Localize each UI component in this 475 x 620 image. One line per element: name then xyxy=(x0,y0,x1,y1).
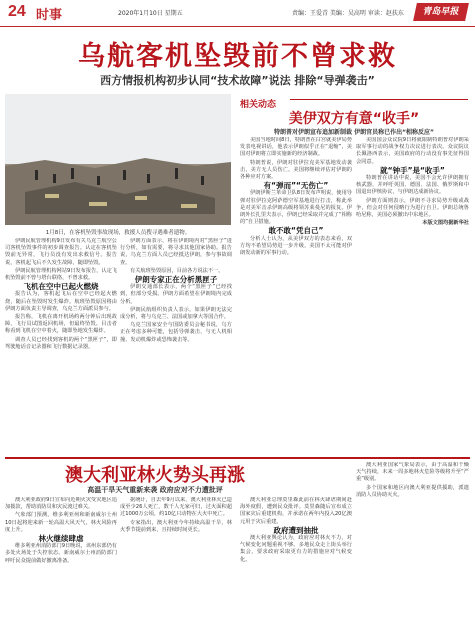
related-subheadline: 特朗普对伊朗宣布追加新制裁 伊朗官员称已作出“相称反应” xyxy=(274,129,434,136)
australia-col3 xyxy=(240,497,352,617)
paragraph: 报告认为，客机起飞后在空中已经起火燃烧，随后在坠毁时发生爆炸。航班坠毁原因将由伊朗方面负责主导调查，乌克兰方面派员参与。 xyxy=(5,291,117,312)
main-subheadline: 西方情报机构初步认同“技术故障”说法 排除“导弹袭击” xyxy=(100,74,375,87)
paragraph: 乌克兰国家安全与国防委员会秘书说，乌方正在考虑多种可能，包括导弹袭击、与无人机相撞、发动机爆炸或恐怖袭击等。 xyxy=(120,322,232,343)
related-col1 xyxy=(240,137,352,455)
section-subhead: 敢不敢“凭自己” xyxy=(268,226,324,236)
paragraph: 美国当地时间8日，特朗普在白宫就美伊局势发表电视讲话，他表示伊朗似乎正在“退缩”，美国对伊朗将立即实施新的经济制裁。 xyxy=(240,137,352,158)
source-signature: 本版文图均据新华社 xyxy=(422,220,469,227)
crash-site-illustration xyxy=(5,94,231,225)
main-headline: 乌航客机坠毁前不曾求救 xyxy=(78,41,397,72)
paragraph: 伊朗方面表示，将在伊朗境内对“黑匣子”进行分析，如有需要，将寻求其他国家协助。报告说，乌克兰方面人员已经抵达伊朗，参与事故调查。 xyxy=(120,238,232,266)
section-divider xyxy=(5,457,470,459)
paragraph: 伊朗伊斯兰革命卫队8日发布声明说，使用导弹对驻伊拉克阿萨德空军基地进行打击，称此举是对美军击杀伊朗高级将领苏莱曼尼的报复。伊朗外长扎里夫表示，伊朗已经采取并完成了“相称的”自卫措施。 xyxy=(240,190,352,226)
paragraph: 澳大利亚舆论认为，政府应对林火不力，对气候变化问题重视不够。多地民众走上街头举行集会，要求政府采取更有力的措施应对气候变化。 xyxy=(240,535,352,563)
editor-credits: 责编：王爱青 美编：吴高明 审读：赵扶东 xyxy=(292,10,404,17)
paragraph: 调查人员已经找到客机的两个“黑匣子”，即驾驶舱话音记录器和飞行数据记录器。 xyxy=(5,336,117,350)
newspaper-logo: 青岛早报 xyxy=(413,3,469,21)
paragraph: 气象部门预测，维多利亚州和新南威尔士州10日起将迎来新一轮高温大风天气，林火风险再度上升。 xyxy=(5,512,117,533)
australia-headline: 澳大利亚林火势头再涨 xyxy=(65,465,245,486)
related-label: 相关动态 xyxy=(240,92,468,106)
paragraph: 伊朗民航管理机构9日发布有关乌克兰航空公司客机坠毁事件的初步调查报告。认定在客机坠毁前无异常，飞行员没有发出求救信号。报告说，客机起飞后不久发生故障，随即坠毁。 xyxy=(5,238,117,266)
paragraph: 特朗普说，伊朗对驻伊拉克美军基地发动袭击，美方无人员伤亡。美国将继续评估对伊朗的各种应对方案。 xyxy=(240,159,352,181)
section-subhead: 飞机在空中已起火燃烧 xyxy=(23,282,99,292)
paragraph: 伊朗交通部长表示，两个“黑匣子”已经找到，但部分受损。伊朗方面希望在伊朗境内完成分析。 xyxy=(120,284,232,305)
australia-col2 xyxy=(120,497,232,617)
section-title: 时事 xyxy=(36,8,63,23)
paragraph: 专家指出，澳大利亚今年持续高温干旱，林火季节提前到来，且持续时间更长。 xyxy=(120,519,232,533)
related-col2 xyxy=(356,137,469,455)
page-header xyxy=(0,0,475,27)
related-headline: 美伊双方有意“收手” xyxy=(288,111,420,127)
section-subhead: 林火继续肆虐 xyxy=(38,534,84,544)
page-number: 24 xyxy=(8,3,26,20)
crash-site-photo xyxy=(5,94,231,225)
paragraph: 分析人士认为，从美伊双方的表态来看，双方均不希望局势进一步升级，美国不太可能对伊朗发动新的军事行动。 xyxy=(240,235,352,257)
paragraph: 澳大利亚政府9日宣布向近期火灾受灾地区追加拨款，帮助消防员和灾民渡过难关。 xyxy=(5,497,117,511)
section-subhead: 伊朗专家正在分析黑匣子 xyxy=(134,275,218,285)
photo-caption: 1月8日，在客机坠毁事故现场，救援人员搜寻遇难者遗物。 xyxy=(45,230,191,236)
paragraph: 多个国家和地区向澳大利亚提供援助，派遣消防人员协助灭火。 xyxy=(356,484,469,498)
paragraph: 维多利亚州消防部门9日晚说，该州东部仍有多处火场处于失控状态。新南威尔士州消防部门呼吁民众提前做好撤离准备。 xyxy=(5,543,117,564)
paragraph: 据统计，自去年9月以来，澳大利亚林火已造成至少26人死亡，数千人无家可归，过火面积超过1000万公顷，约10亿只动物在大火中死亡。 xyxy=(120,497,232,518)
paragraph: 伊朗民航组织负责人表示，如果伊朗无法完成分析，将与乌克兰、法国或加拿大等国合作。 xyxy=(120,306,232,321)
main-article-col2 xyxy=(120,238,232,454)
section-subhead: 有“弹而”“无伤亡” xyxy=(263,181,329,191)
paragraph: 伊朗方面则表示，伊朗不寻求局势升级或战争，但会对任何侵略行为进行自卫。伊朗总统鲁哈尼称，美国必须撤出中东地区。 xyxy=(356,197,469,219)
paragraph: 澳大利亚国家气象局表示，由于高温和干燥天气持续，未来一周多地林火危险等级将升至“严重”级别。 xyxy=(356,462,469,483)
section-subhead: 就“钟手”是“收手” xyxy=(380,165,445,175)
section-subhead: 政府遭到抽批 xyxy=(273,525,319,535)
paragraph: 伊朗民航管理机构网站9日发布报告，认定飞机坠毁前不曾与塔台联络，不曾求救。 xyxy=(5,267,117,282)
australia-col4 xyxy=(356,462,469,617)
paragraph: 报告称，飞机在离开机场约两分钟后出现故障，飞行员试图返回机场，但最终坠毁。目击者称看到飞机在空中着火，随即坠地发生爆炸。 xyxy=(5,314,117,335)
paragraph: 美国国会众议院9日将就限制特朗普对伊朗采取军事行动的战争权力决议进行表决。众议院议长佩洛西表示，美国政府的行动没有事先征得国会同意。 xyxy=(356,137,469,165)
australia-subheadline: 高温干旱天气重新来袭 政府应对不力遭批评 xyxy=(87,486,223,494)
main-article-col1 xyxy=(5,238,117,454)
issue-date: 2020年1月10日 星期五 xyxy=(118,10,183,17)
paragraph: 特朗普在讲话中说，美国不会允许伊朗拥有核武器，并呼吁英国、德国、法国、俄罗斯和中国退出伊核协议，与伊朗达成新协议。 xyxy=(356,175,469,196)
paragraph: 澳大利亚总理莫里森此前在林火肆虐期间赴海外度假，遭到民众批评。莫里森随后宣布成立国家灾后重建机构，并承诺在两年内投入20亿澳元用于灾后重建。 xyxy=(240,497,352,525)
australia-col1 xyxy=(5,497,117,617)
paragraph: 有关航班坠毁原因，目前各方说法不一。 xyxy=(130,267,224,274)
